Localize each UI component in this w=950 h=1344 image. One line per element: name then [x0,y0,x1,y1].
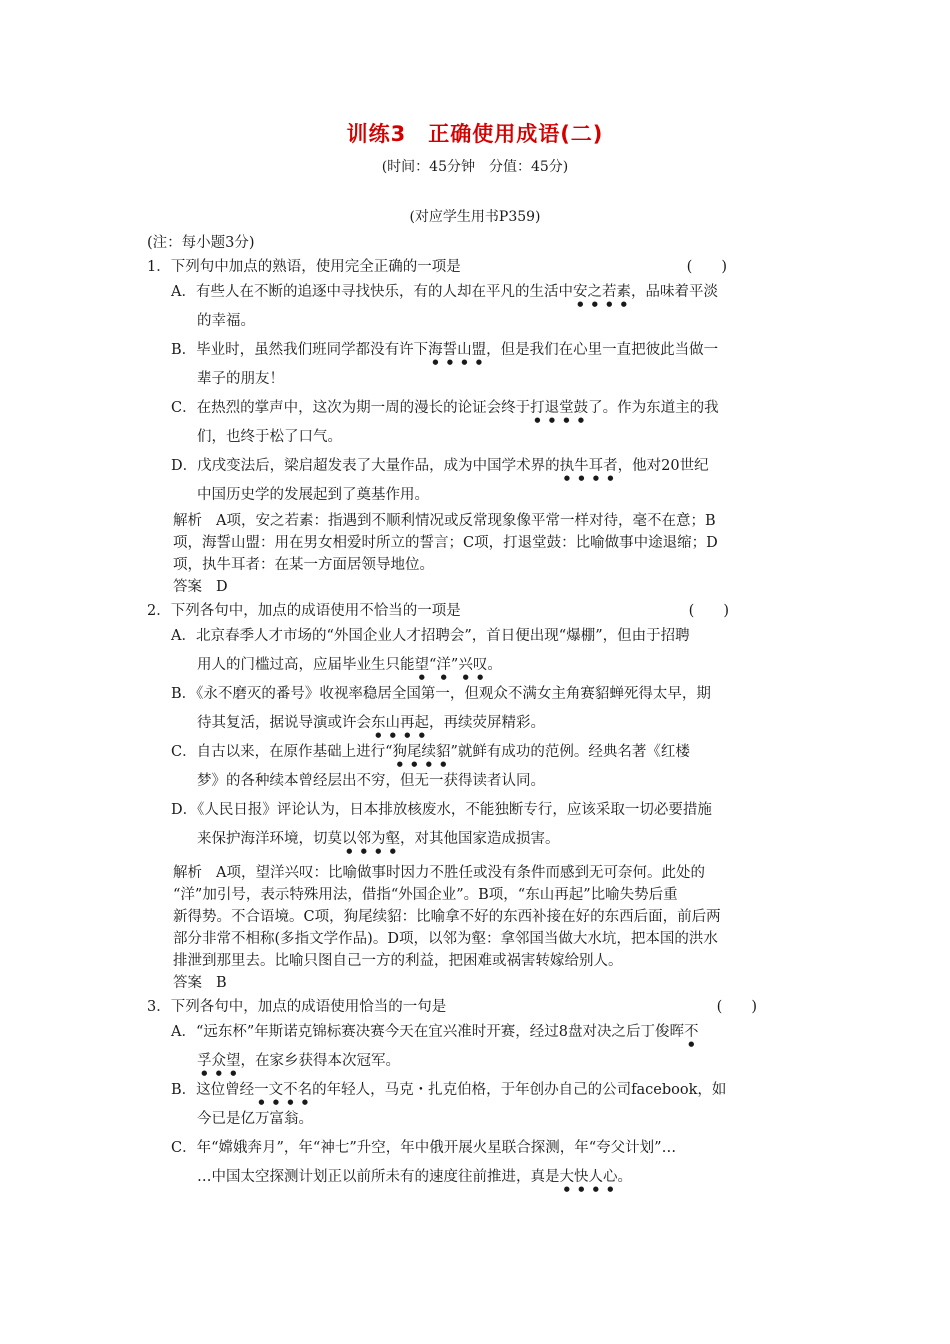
q2-analysis-line: 部分非常不相称(多指文学作品)。D项，以邻为壑：拿邻国当做大水坑，把本国的洪水 [173,931,718,947]
dotted-idiom: 不 [684,1024,699,1040]
question-2-stem: 2．下列各句中，加点的成语使用不恰当的一项是 ( ) [147,600,807,622]
q2-option-c-cont: 梦》的各种续本曾经层出不穷，但无一获得读者认同。 [197,773,545,789]
book-reference: (对应学生用书P359) [409,209,541,225]
dotted-idiom: 孚众望 [197,1053,241,1069]
dotted-idiom: 大快人心 [559,1169,618,1185]
question-3-stem: 3．下列各句中，加点的成语使用恰当的一句是 ( ) [147,996,807,1018]
q2-option-b-cont: 待其复活，据说导演或许会东山再起，再续荧屏精彩。 [197,715,545,731]
q3-option-c-cont: …中国太空探测计划正以前所未有的速度往前推进，真是大快人心。 [197,1169,632,1185]
dotted-idiom: 打退堂鼓 [530,400,589,416]
dotted-idiom: 东山再起 [371,715,429,731]
scoring-note: (注：每小题3分) [147,235,255,251]
q2-option-d-cont: 来保护海洋环境，切莫以邻为壑，对其他国家造成损害。 [197,831,560,847]
q2-option-c: C．自古以来，在原作基础上进行“狗尾续貂”就鲜有成功的范例。经典名著《红楼 [171,744,690,760]
dotted-idiom: 安之若素 [572,284,631,300]
question-content [147,232,807,1192]
q2-analysis-line: 排泄到那里去。比喻只图自己一方的利益，把困难或祸害转嫁给别人。 [173,953,623,969]
time-score-info: (时间：45分钟 分值：45分) [381,159,569,175]
q1-option-b-cont: 辈子的朋友！ [197,371,284,387]
dotted-idiom: 执牛耳者 [559,458,618,474]
q1-analysis-line: 项，执牛耳者：在某一方面居领导地位。 [173,557,434,573]
answer-blank: ( ) [716,999,757,1015]
q2-option-d: D．《人民日报》评论认为，日本排放核废水，不能独断专行，应该采取一切必要措施 [171,802,712,818]
q1-option-d: D．戊戌变法后，梁启超发表了大量作品，成为中国学术界的执牛耳者，他对20世纪 [171,458,709,474]
q1-analysis-line: 解析 A项，安之若素：指遇到不顺利情况或反常现象像平常一样对待，毫不在意；B [173,513,716,529]
q2-answer: 答案 B [173,975,227,991]
q1-option-a: A．有些人在不断的追逐中寻找快乐，有的人却在平凡的生活中安之若素，品味着平淡 [171,284,718,300]
q1-option-a-cont: 的幸福。 [197,313,255,329]
dotted-idiom: 海誓山盟 [428,342,487,358]
answer-blank: ( ) [688,603,729,619]
q1-option-c: C．在热烈的掌声中，这次为期一周的漫长的论证会终于打退堂鼓了。作为东道主的我 [171,400,719,416]
dotted-idiom: 望“洋”兴叹 [414,657,488,673]
dotted-idiom: 一文不名 [254,1082,313,1098]
q1-option-b: B．毕业时，虽然我们班同学都没有许下海誓山盟，但是我们在心里一直把彼此当做一 [171,342,719,358]
q2-option-b: B．《永不磨灭的番号》收视率稳居全国第一，但观众不满女主角赛貂蝉死得太早，期 [171,686,711,702]
q2-analysis-line: 解析 A项，望洋兴叹：比喻做事时因力不胜任或没有条件而感到无可奈何。此处的 [173,865,705,881]
q3-option-b: B．这位曾经一文不名的年轻人，马克・扎克伯格，于年创办自己的公司facebook，如 [171,1082,727,1098]
q1-answer: 答案 D [173,579,228,595]
dotted-idiom: 以邻为壑 [342,831,400,847]
dotted-idiom: 狗尾续貂 [392,744,451,760]
q3-option-a-cont: 孚众望，在家乡获得本次冠军。 [197,1053,400,1069]
q2-option-a: A．北京春季人才市场的“外国企业人才招聘会”，首日便出现“爆棚”，但由于招聘 [171,628,690,644]
q1-option-d-cont: 中国历史学的发展起到了奠基作用。 [197,487,429,503]
q3-option-b-cont: 今已是亿万富翁。 [197,1111,313,1127]
q2-option-a-cont: 用人的门槛过高，应届毕业生只能望“洋”兴叹。 [197,657,502,673]
answer-blank: ( ) [686,259,727,275]
q3-option-c: C．年“嫦娥奔月”，年“神七”升空，年中俄开展火星联合探测，年“夸父计划”… [171,1140,677,1156]
q2-analysis-line: 新得势。不合语境。C项，狗尾续貂：比喻拿不好的东西补接在好的东西后面，前后两 [173,909,721,925]
question-1-stem: 1．下列句中加点的熟语，使用完全正确的一项是 ( ) [147,256,807,278]
q1-option-c-cont: 们，也终于松了口气。 [197,429,342,445]
q3-option-a: A．“远东杯”年斯诺克锦标赛决赛今天在宜兴准时开赛，经过8盘对决之后丁俊晖不 [171,1024,699,1040]
page-title: 训练3 正确使用成语(二) [346,122,604,146]
q2-analysis-line: “洋”加引号，表示特殊用法，借指“外国企业”。B项，“东山再起”比喻失势后重 [173,887,678,903]
q1-analysis-line: 项，海誓山盟：用在男女相爱时所立的誓言；C项，打退堂鼓：比喻做事中途退缩；D [173,535,718,551]
